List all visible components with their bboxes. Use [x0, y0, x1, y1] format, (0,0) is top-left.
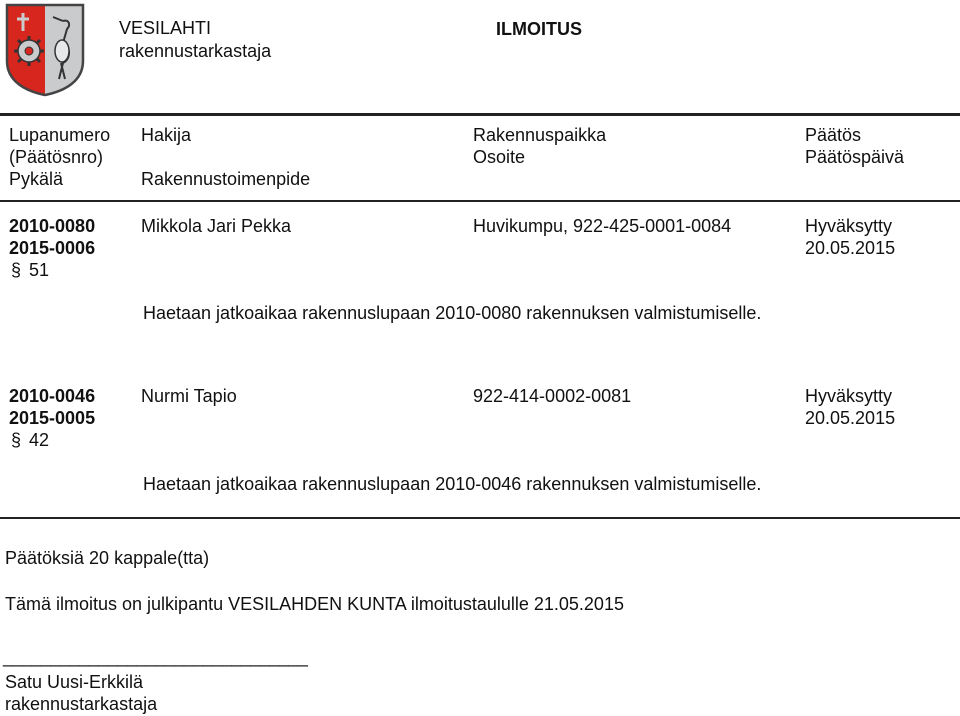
- header-rule: [0, 113, 960, 116]
- footer-rule: [0, 517, 960, 519]
- column-header-decision: Päätös Päätöspäivä: [805, 125, 905, 167]
- entry-2-decision: Hyväksytty 20.05.2015: [805, 386, 896, 428]
- signer-role: rakennustarkastaja: [5, 694, 158, 714]
- column-header-applicant: Hakija Rakennustoimenpide: [141, 125, 311, 189]
- entry-2-section: § 42: [10, 430, 50, 450]
- header-role: rakennustarkastaja: [119, 41, 272, 61]
- entry-1-decision: Hyväksytty 20.05.2015: [805, 216, 896, 258]
- entry-2-description: Haetaan jatkoaikaa rakennuslupaan 2010-0046 rakennuksen valmistumiselle.: [143, 474, 762, 494]
- entry-1-description: Haetaan jatkoaikaa rakennuslupaan 2010-0080 rakennuksen valmistumiselle.: [143, 303, 762, 323]
- municipality-name: VESILAHTI: [119, 18, 212, 38]
- entry-2-applicant: Nurmi Tapio: [141, 386, 237, 406]
- entry-1-decision-no: 2015-0006: [9, 238, 96, 258]
- decision-count: Päätöksiä 20 kappale(tta): [5, 548, 210, 568]
- column-header-permit: Lupanumero (Päätösnro) Pykälä: [9, 125, 111, 189]
- entry-1-identifiers: [9, 215, 95, 281]
- columns-rule: [0, 200, 960, 202]
- signature-line: ________________________________: [3, 647, 308, 667]
- publication-notice: Tämä ilmoitus on julkipantu VESILAHDEN KUNTA ilmoitustaululle 21.05.2015: [5, 594, 624, 614]
- entry-1-permit: 2010-0080: [9, 216, 96, 236]
- entry-2-site: 922-414-0002-0081: [473, 386, 632, 406]
- signer-name: Satu Uusi-Erkkilä: [5, 672, 144, 692]
- entry-2-decision-no: 2015-0005: [9, 408, 96, 428]
- entry-2-identifiers: [9, 385, 95, 451]
- column-header-site: Rakennuspaikka Osoite: [473, 125, 607, 167]
- entry-2-permit: 2010-0046: [9, 386, 96, 406]
- coat-of-arms-icon: [5, 3, 85, 97]
- document-title: ILMOITUS: [496, 19, 582, 39]
- entry-1-section: § 51: [10, 260, 50, 280]
- entry-1-site: Huvikumpu, 922-425-0001-0084: [473, 216, 732, 236]
- entry-1-applicant: Mikkola Jari Pekka: [141, 216, 292, 236]
